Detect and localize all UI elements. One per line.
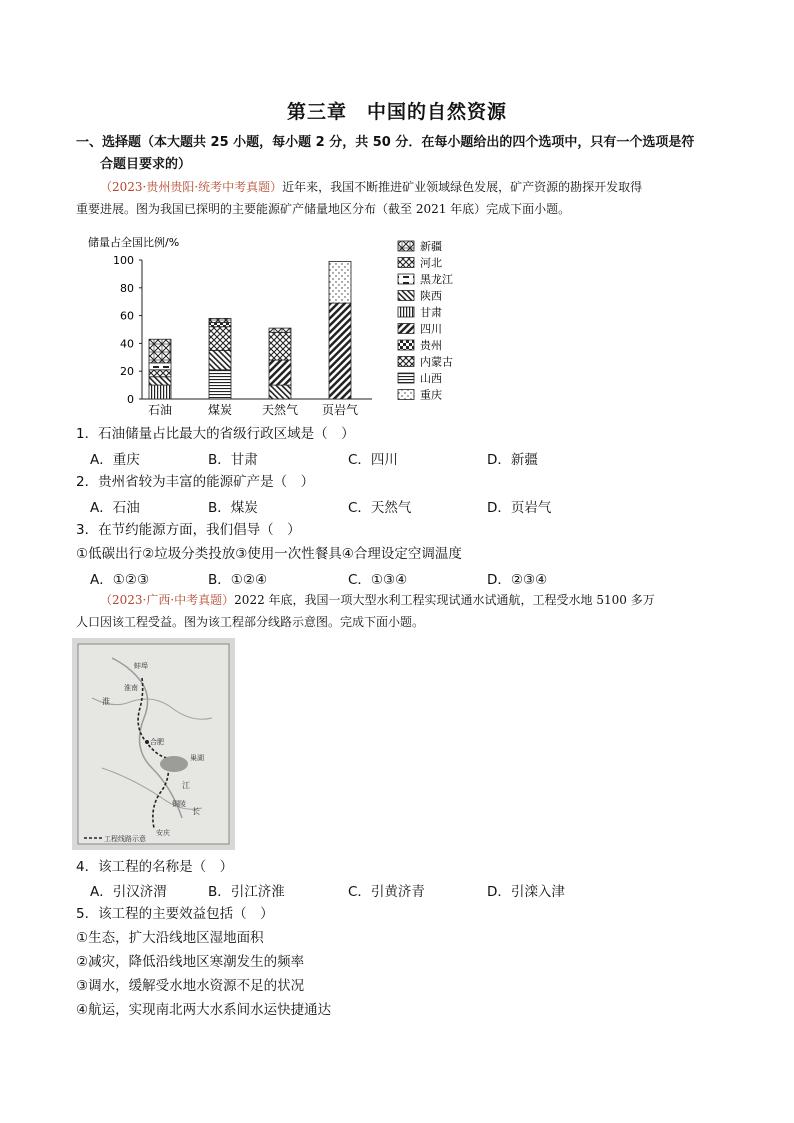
bar-segment	[209, 350, 231, 369]
option-d[interactable]: D．引滦入津	[487, 884, 565, 900]
option-b[interactable]: B．引江济淮	[208, 884, 285, 900]
legend-swatch	[398, 241, 414, 251]
map-label-chang: 长	[192, 807, 200, 816]
section-heading-line2: 合题目要求的）	[100, 157, 192, 172]
bar-segment	[149, 377, 171, 385]
legend-label: 四川	[420, 322, 442, 336]
bar-segment	[209, 318, 231, 322]
legend-label: 山西	[420, 372, 442, 385]
map-label-chaohu: 巢湖	[190, 754, 204, 762]
question-4-options	[0, 880, 794, 900]
question-2-stem: 2．贵州省较为丰富的能源矿产是（ ）	[76, 474, 315, 490]
legend-label: 内蒙古	[420, 355, 453, 369]
map-label-huai: 淮	[102, 697, 110, 706]
map-legend: 工程线路示意	[104, 835, 146, 843]
intro-text: 人口因该工程受益。图为该工程部分线路示意图。完成下面小题。	[76, 615, 425, 629]
map-label-huainan: 淮南	[124, 684, 138, 692]
y-tick-label: 40	[120, 337, 134, 351]
section-heading-line1: 一、选择题（本大题共 25 小题，每小题 2 分，共 50 分．在每小题给出的四个选项中，只有一个选项是符	[76, 135, 695, 150]
bar-segment	[269, 360, 291, 385]
bar-segment	[149, 385, 171, 399]
map-drawing	[72, 638, 235, 850]
legend-label: 甘肃	[420, 306, 442, 319]
map-label-bengbu: 蚌埠	[134, 662, 148, 670]
question-2-options	[0, 496, 794, 516]
bar-segment	[149, 339, 171, 363]
option-b[interactable]: B．煤炭	[208, 500, 258, 516]
option-b[interactable]: B．①②④	[208, 572, 268, 588]
map-label-anqing: 安庆	[156, 829, 170, 837]
bar-segment	[149, 363, 171, 370]
legend-swatch	[398, 258, 414, 268]
x-tick-label: 煤炭	[207, 403, 233, 417]
legend-label: 新疆	[420, 240, 442, 253]
option-d[interactable]: D．新疆	[487, 452, 538, 468]
y-tick-label: 80	[120, 281, 134, 295]
option-c[interactable]: C．四川	[348, 452, 398, 468]
intro-text: 2022 年底，我国一项大型水利工程实现试通水试通航，工程受水地 5100 多万	[234, 593, 655, 607]
page-title: 第三章 中国的自然资源	[286, 101, 507, 123]
question-5-item-1: ①生态，扩大沿线地区湿地面积	[76, 930, 264, 946]
option-a[interactable]: A．引汉济渭	[90, 884, 167, 900]
question-3-items: ①低碳出行②垃圾分类投放③使用一次性餐具④合理设定空调温度	[76, 546, 462, 562]
bar-segment	[269, 332, 291, 360]
map-label-jiang: 江	[182, 781, 190, 790]
question-5-item-4: ④航运，实现南北两大水系间水运快捷通达	[76, 1002, 332, 1018]
intro-text: 重要进展。图为我国已探明的主要能源矿产储量地区分布（截至 2021 年底）完成下面小题。	[76, 202, 571, 216]
section-heading	[76, 132, 726, 176]
project-route-map	[72, 638, 235, 850]
bar-segment	[329, 303, 351, 399]
question-5-item-3: ③调水，缓解受水地水资源不足的状况	[76, 978, 305, 994]
intro-text: 近年来，我国不断推进矿业领域绿色发展，矿产资源的勘探开发取得	[282, 180, 643, 194]
legend-swatch	[398, 373, 414, 383]
option-a[interactable]: A．重庆	[90, 452, 140, 468]
x-tick-label: 石油	[147, 403, 173, 417]
legend-swatch	[398, 291, 414, 301]
bar-segment	[149, 370, 171, 377]
legend-label: 黑龙江	[420, 273, 453, 286]
intro-paragraph-2	[76, 589, 726, 633]
bar-segment	[269, 328, 291, 332]
option-d[interactable]: D．②③④	[487, 572, 548, 588]
option-a[interactable]: A．石油	[90, 500, 140, 516]
legend-swatch	[398, 357, 414, 367]
question-5-item-2: ②减灾，降低沿线地区寒潮发生的频率	[76, 954, 305, 970]
option-b[interactable]: B．甘肃	[208, 452, 258, 468]
option-c[interactable]: C．①③④	[348, 572, 408, 588]
y-tick-label: 20	[120, 365, 134, 379]
y-axis-label: 储量占全国比例/%	[88, 236, 180, 249]
option-a[interactable]: A．①②③	[90, 572, 150, 588]
bar-segment	[329, 261, 351, 303]
option-d[interactable]: D．页岩气	[487, 500, 552, 516]
legend-label: 陕西	[420, 289, 442, 303]
x-tick-label: 页岩气	[321, 403, 359, 417]
question-4-stem: 4．该工程的名称是（ ）	[76, 859, 234, 875]
legend-label: 河北	[420, 256, 442, 270]
y-tick-label: 0	[127, 393, 134, 406]
legend-swatch	[398, 324, 414, 334]
map-label-tongling: 铜陵	[172, 800, 186, 808]
legend-swatch	[398, 307, 414, 317]
source-tag: （2023·贵州贵阳·统考中考真题）	[100, 180, 283, 194]
option-c[interactable]: C．天然气	[348, 500, 412, 516]
bar-segment	[209, 327, 231, 351]
x-axis-labels	[148, 402, 358, 417]
question-3-stem: 3．在节约能源方面，我们倡导（ ）	[76, 522, 301, 538]
y-tick-label: 60	[120, 309, 134, 323]
question-1-stem: 1．石油储量占比最大的省级行政区域是（ ）	[76, 426, 355, 442]
source-tag: （2023·广西·中考真题）	[100, 593, 235, 607]
y-tick-label: 100	[113, 254, 134, 267]
question-5-stem: 5．该工程的主要效益包括（ ）	[76, 906, 274, 922]
question-3-options	[0, 568, 794, 588]
option-c[interactable]: C．引黄济青	[348, 884, 425, 900]
legend-swatch	[398, 390, 414, 400]
bar-segment	[209, 323, 231, 327]
x-tick-label: 天然气	[261, 403, 299, 417]
bars	[149, 261, 351, 399]
legend-swatch	[398, 274, 414, 284]
legend	[398, 240, 453, 402]
legend-label: 贵州	[420, 339, 442, 352]
bar-segment	[269, 385, 291, 399]
question-1-options	[0, 448, 794, 468]
intro-paragraph-1	[76, 176, 726, 220]
legend-label: 重庆	[420, 388, 442, 402]
energy-reserves-chart	[82, 232, 502, 417]
bar-segment	[209, 370, 231, 399]
legend-swatch	[398, 340, 414, 350]
map-label-hefei: 合肥	[150, 738, 164, 746]
